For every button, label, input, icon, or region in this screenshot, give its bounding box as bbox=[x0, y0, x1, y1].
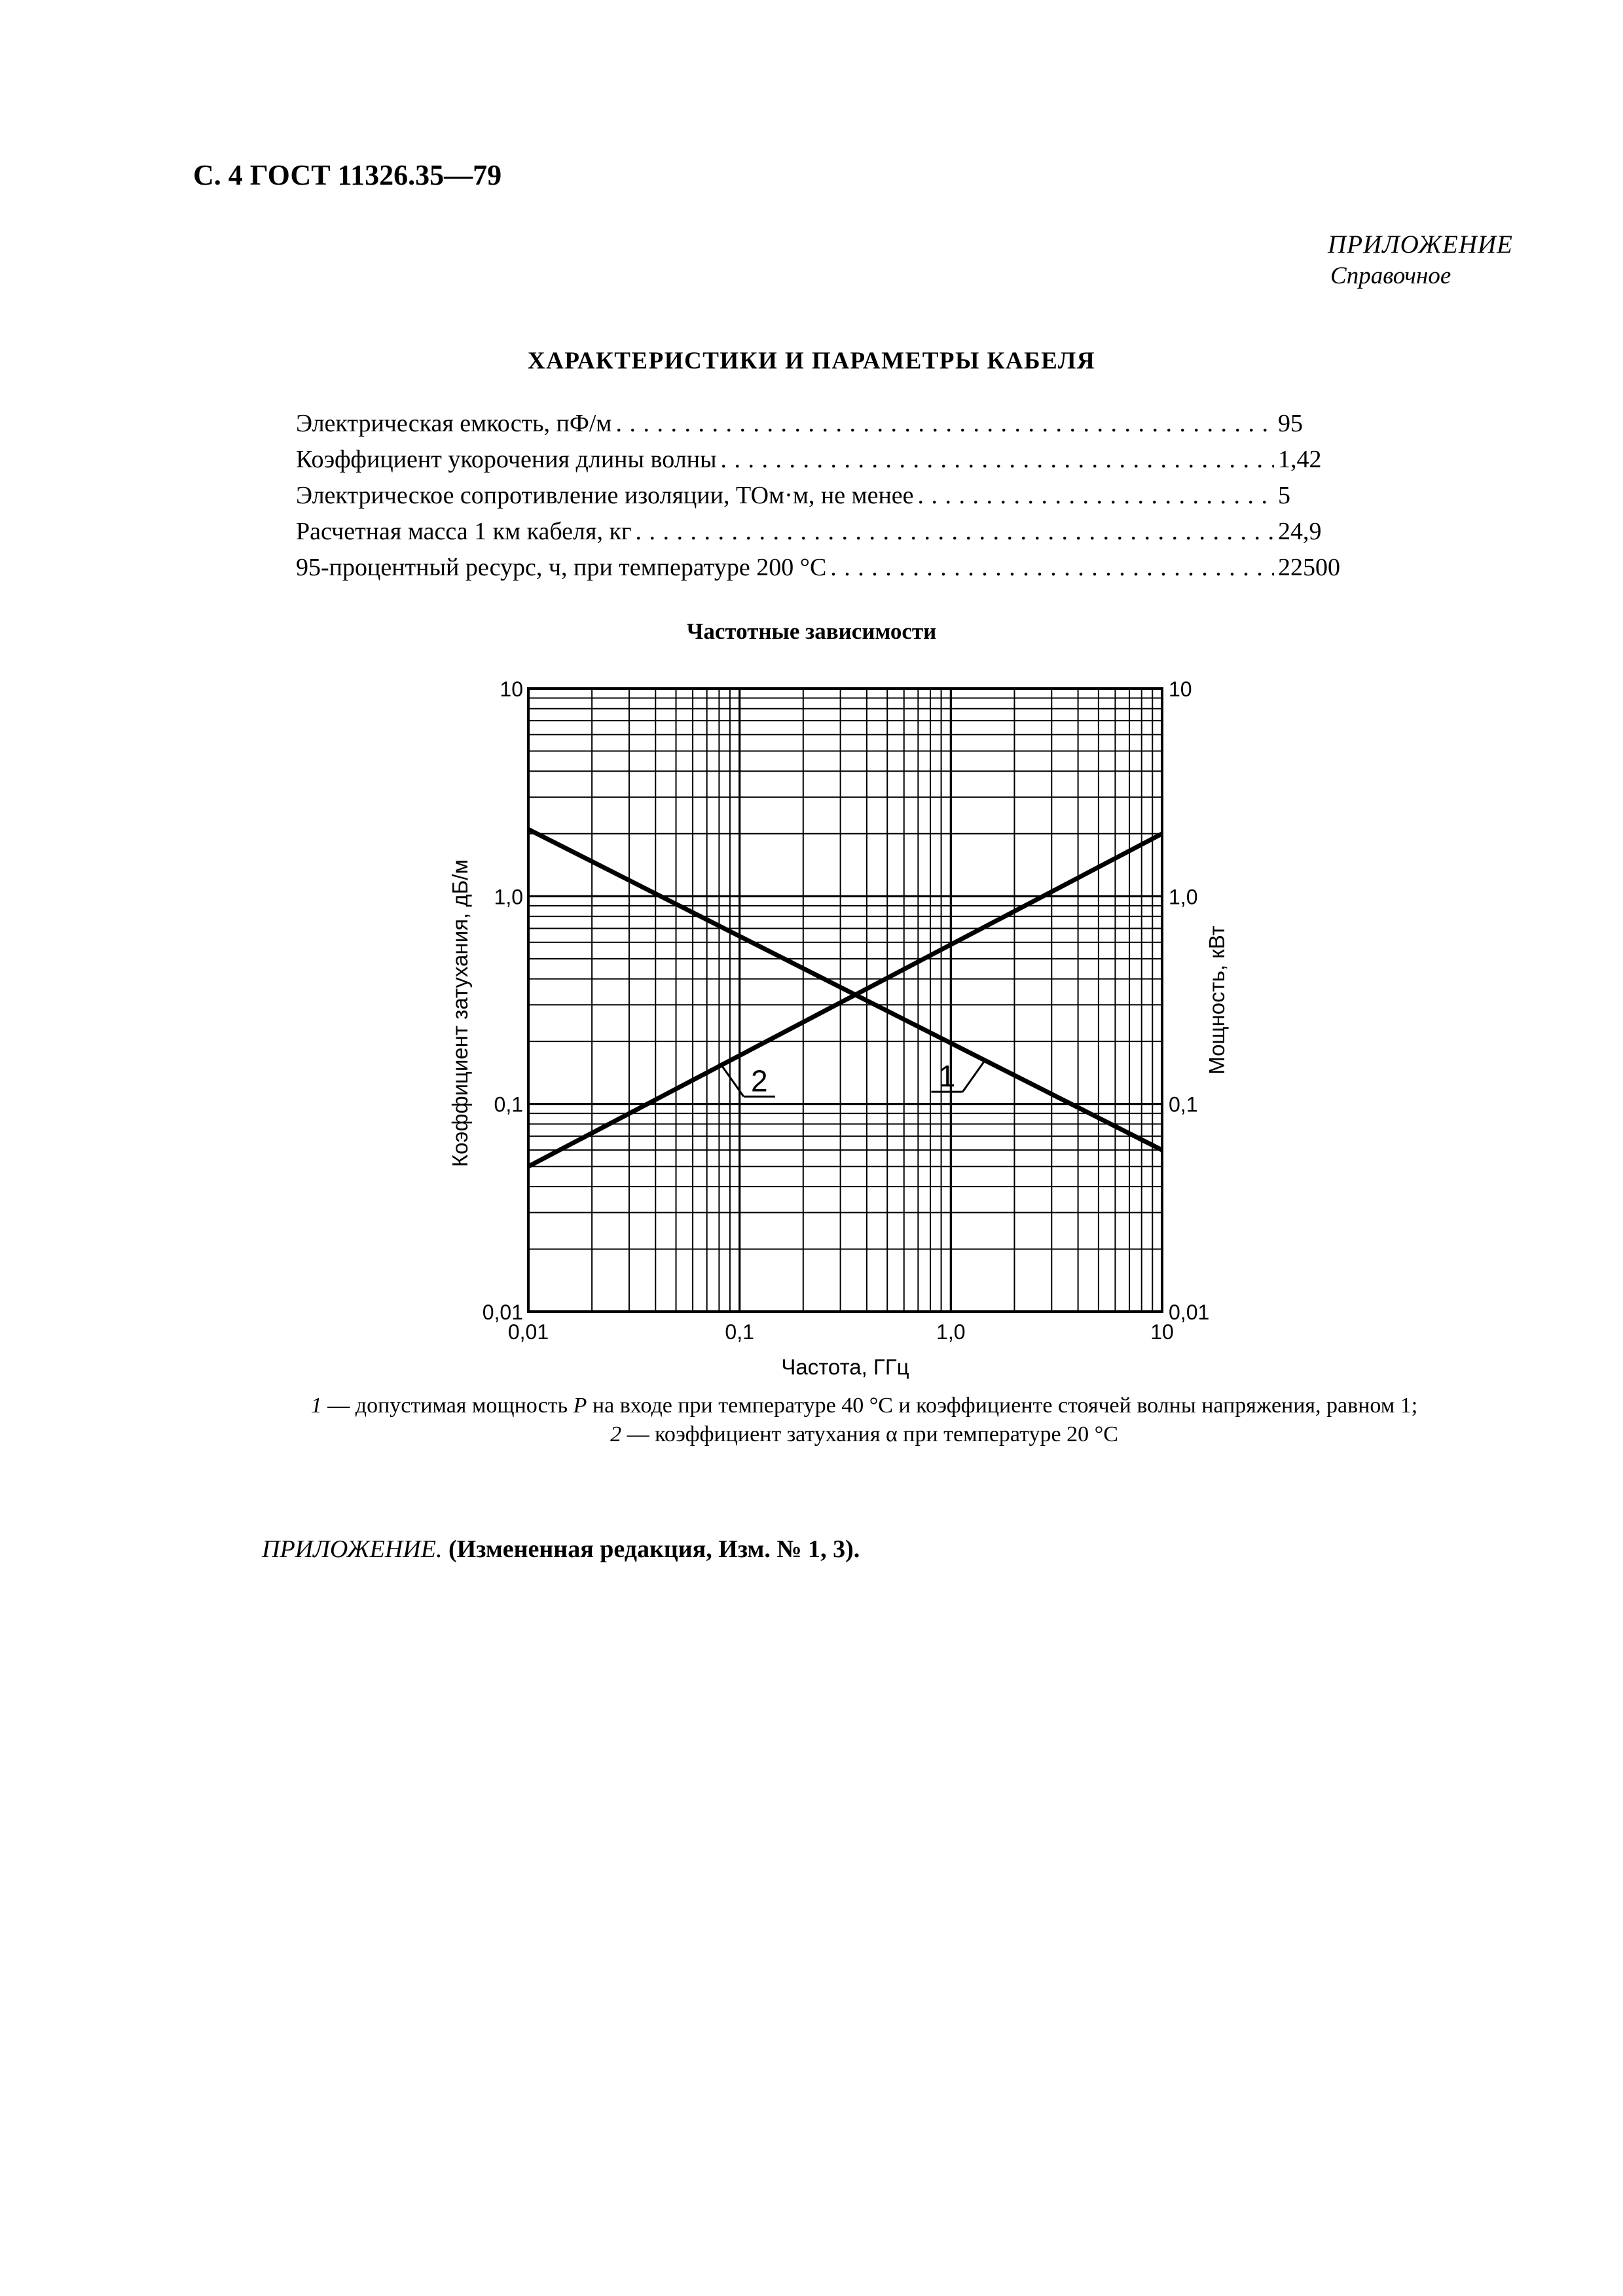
x-tick-label: 10 bbox=[1150, 1320, 1174, 1344]
x-tick-label: 0,01 bbox=[507, 1320, 549, 1344]
parameter-label: Коэффициент укорочения длины волны bbox=[296, 446, 717, 473]
parameter-value: 22500 bbox=[1278, 554, 1340, 581]
legend-text-part3: — коэффициент затухания α при температуре 20 °С bbox=[621, 1422, 1118, 1446]
section-title: ХАРАКТЕРИСТИКИ И ПАРАМЕТРЫ КАБЕЛЯ bbox=[527, 348, 1096, 374]
series-label-1: 1 bbox=[938, 1059, 956, 1094]
y-axis-label-right: Мощность, кВт bbox=[1205, 925, 1229, 1075]
footnote bbox=[262, 1535, 860, 1564]
series-line-1 bbox=[528, 829, 1162, 1150]
appendix-label: ПРИЛОЖЕНИЕ bbox=[1328, 230, 1513, 259]
series-line-2 bbox=[528, 834, 1162, 1166]
chart-legend bbox=[308, 1391, 1421, 1449]
parameter-label: Электрическая емкость, пФ/м bbox=[296, 410, 612, 437]
parameter-label: Расчетная масса 1 км кабеля, кг bbox=[296, 518, 632, 545]
chart-title: Частотные зависимости bbox=[686, 619, 937, 644]
x-tick-label: 1,0 bbox=[936, 1320, 966, 1344]
y-tick-label-left: 10 bbox=[500, 677, 523, 701]
parameter-value: 24,9 bbox=[1278, 518, 1322, 545]
parameter-value: 95 bbox=[1278, 410, 1303, 437]
parameter-value: 1,42 bbox=[1278, 446, 1322, 473]
parameter-value: 5 bbox=[1278, 482, 1290, 509]
series-label-2: 2 bbox=[751, 1064, 768, 1098]
x-tick-label: 0,1 bbox=[725, 1320, 754, 1344]
y-tick-label-left: 0,01 bbox=[482, 1300, 523, 1324]
parameter-label: Электрическое сопротивление изоляции, ТОм·м, не менее bbox=[296, 482, 914, 509]
footnote-edition: (Измененная редакция, Изм. № 1, 3). bbox=[442, 1535, 860, 1563]
legend-text-part1: — допустимая мощность bbox=[321, 1393, 574, 1418]
legend-text-part2: на входе при температуре 40 °С и коэффициенте стоячей волны напряжения, равном 1; bbox=[587, 1393, 1418, 1418]
x-axis-label: Частота, ГГц bbox=[781, 1355, 909, 1379]
y-axis-label-left: Коэффициент затухания, дБ/м bbox=[448, 859, 472, 1168]
series-1-leader bbox=[962, 1060, 985, 1092]
legend-number-2: 2 bbox=[610, 1422, 622, 1446]
y-tick-label-right: 0,01 bbox=[1169, 1300, 1210, 1324]
appendix-type: Справочное bbox=[1330, 262, 1451, 289]
footnote-appendix: ПРИЛОЖЕНИЕ. bbox=[262, 1535, 443, 1563]
legend-symbol-p: P bbox=[573, 1393, 587, 1418]
y-tick-label-left: 1,0 bbox=[494, 885, 523, 909]
y-tick-label-left: 0,1 bbox=[494, 1092, 523, 1117]
y-tick-label-right: 10 bbox=[1169, 677, 1192, 701]
legend-number-1: 1 bbox=[310, 1393, 322, 1418]
y-tick-label-right: 0,1 bbox=[1169, 1092, 1198, 1117]
page-reference: С. 4 ГОСТ 11326.35—79 bbox=[193, 159, 502, 191]
y-tick-label-right: 1,0 bbox=[1169, 885, 1198, 909]
parameter-label: 95-процентный ресурс, ч, при температуре 200 °С bbox=[296, 554, 827, 581]
